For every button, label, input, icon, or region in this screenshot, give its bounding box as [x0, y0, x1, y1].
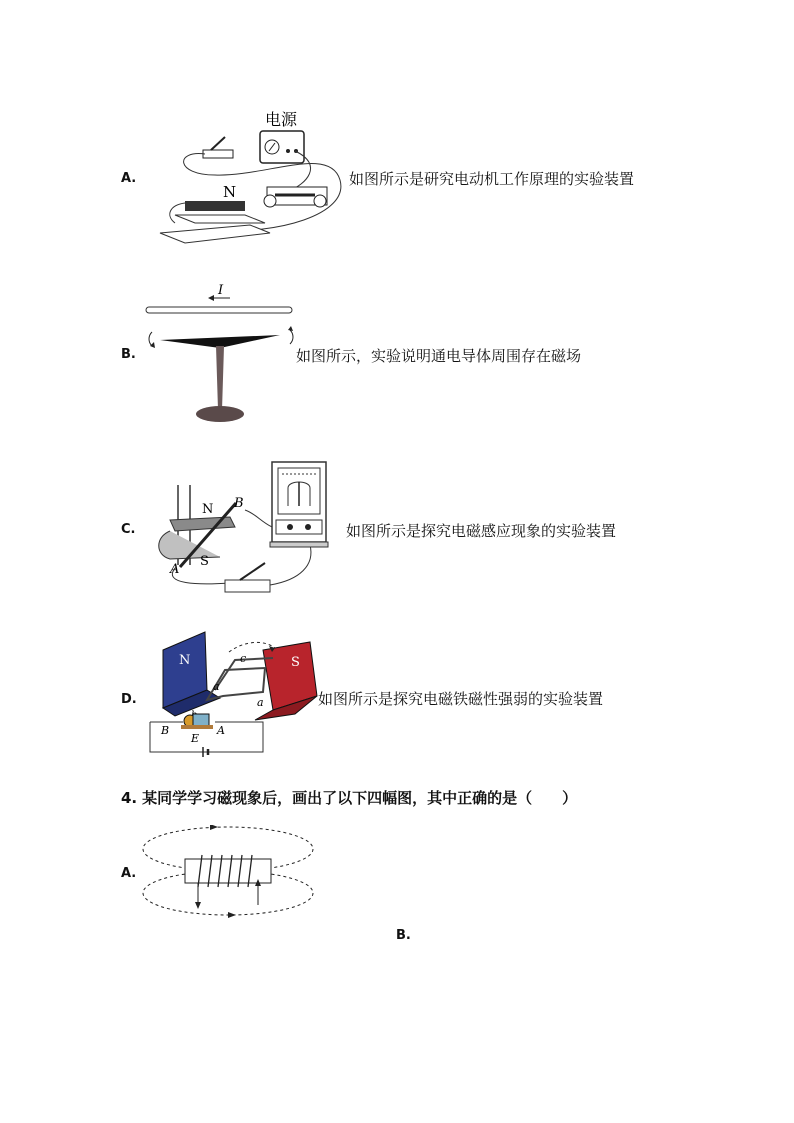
power-label: 电源: [265, 110, 298, 129]
label-a2: a: [257, 696, 264, 709]
option-c-text: 如图所示是探究电磁感应现象的实验装置: [346, 522, 617, 540]
question-4-text: [121, 787, 577, 808]
label-a1: a: [213, 680, 220, 693]
motor-apparatus-figure: [155, 105, 350, 245]
pole-s-label: S: [291, 655, 300, 670]
q4-option-a-label: A.: [121, 866, 137, 881]
option-a-text: 如图所示是研究电动机工作原理的实验装置: [349, 170, 635, 188]
label-c: c: [240, 652, 247, 665]
option-d-label: D.: [121, 692, 137, 707]
u-magnet-top: [170, 517, 235, 531]
switch: [225, 580, 270, 592]
option-b-label: B.: [121, 347, 136, 362]
galvanometer-figure: [268, 458, 330, 550]
option-c-label: C.: [121, 522, 136, 537]
label-E: E: [191, 732, 200, 745]
pole-n-label: N: [179, 653, 191, 668]
end-b-label: B: [234, 496, 244, 511]
current-label: I: [218, 283, 224, 298]
switch: [203, 150, 233, 158]
pole-n-label: N: [202, 502, 214, 517]
end-a-label: A: [170, 562, 180, 577]
question-4-stem: 某同学学习磁现象后，画出了以下四幅图，其中正确的是（ ）: [142, 789, 578, 807]
compass-wire-figure: [140, 280, 300, 428]
needle-stand: [216, 346, 224, 410]
option-a-label: A.: [121, 171, 137, 186]
question-4-number: 4.: [121, 789, 138, 807]
pole-n-label: N: [223, 183, 237, 201]
motor-model-figure: [145, 630, 320, 760]
option-d-text: 如图所示是探究电磁铁磁性强弱的实验装置: [318, 690, 604, 708]
base-board: [160, 225, 270, 243]
q4-option-b-label: B.: [396, 928, 411, 943]
label-B: B: [161, 724, 170, 737]
option-b-text: 如图所示，实验说明通电导体周围存在磁场: [296, 347, 582, 365]
pole-s-label: S: [200, 554, 209, 569]
conductor-wire: [146, 307, 292, 313]
solenoid-field-figure: [140, 825, 320, 920]
label-A: A: [217, 724, 225, 737]
magnet: [185, 201, 245, 211]
